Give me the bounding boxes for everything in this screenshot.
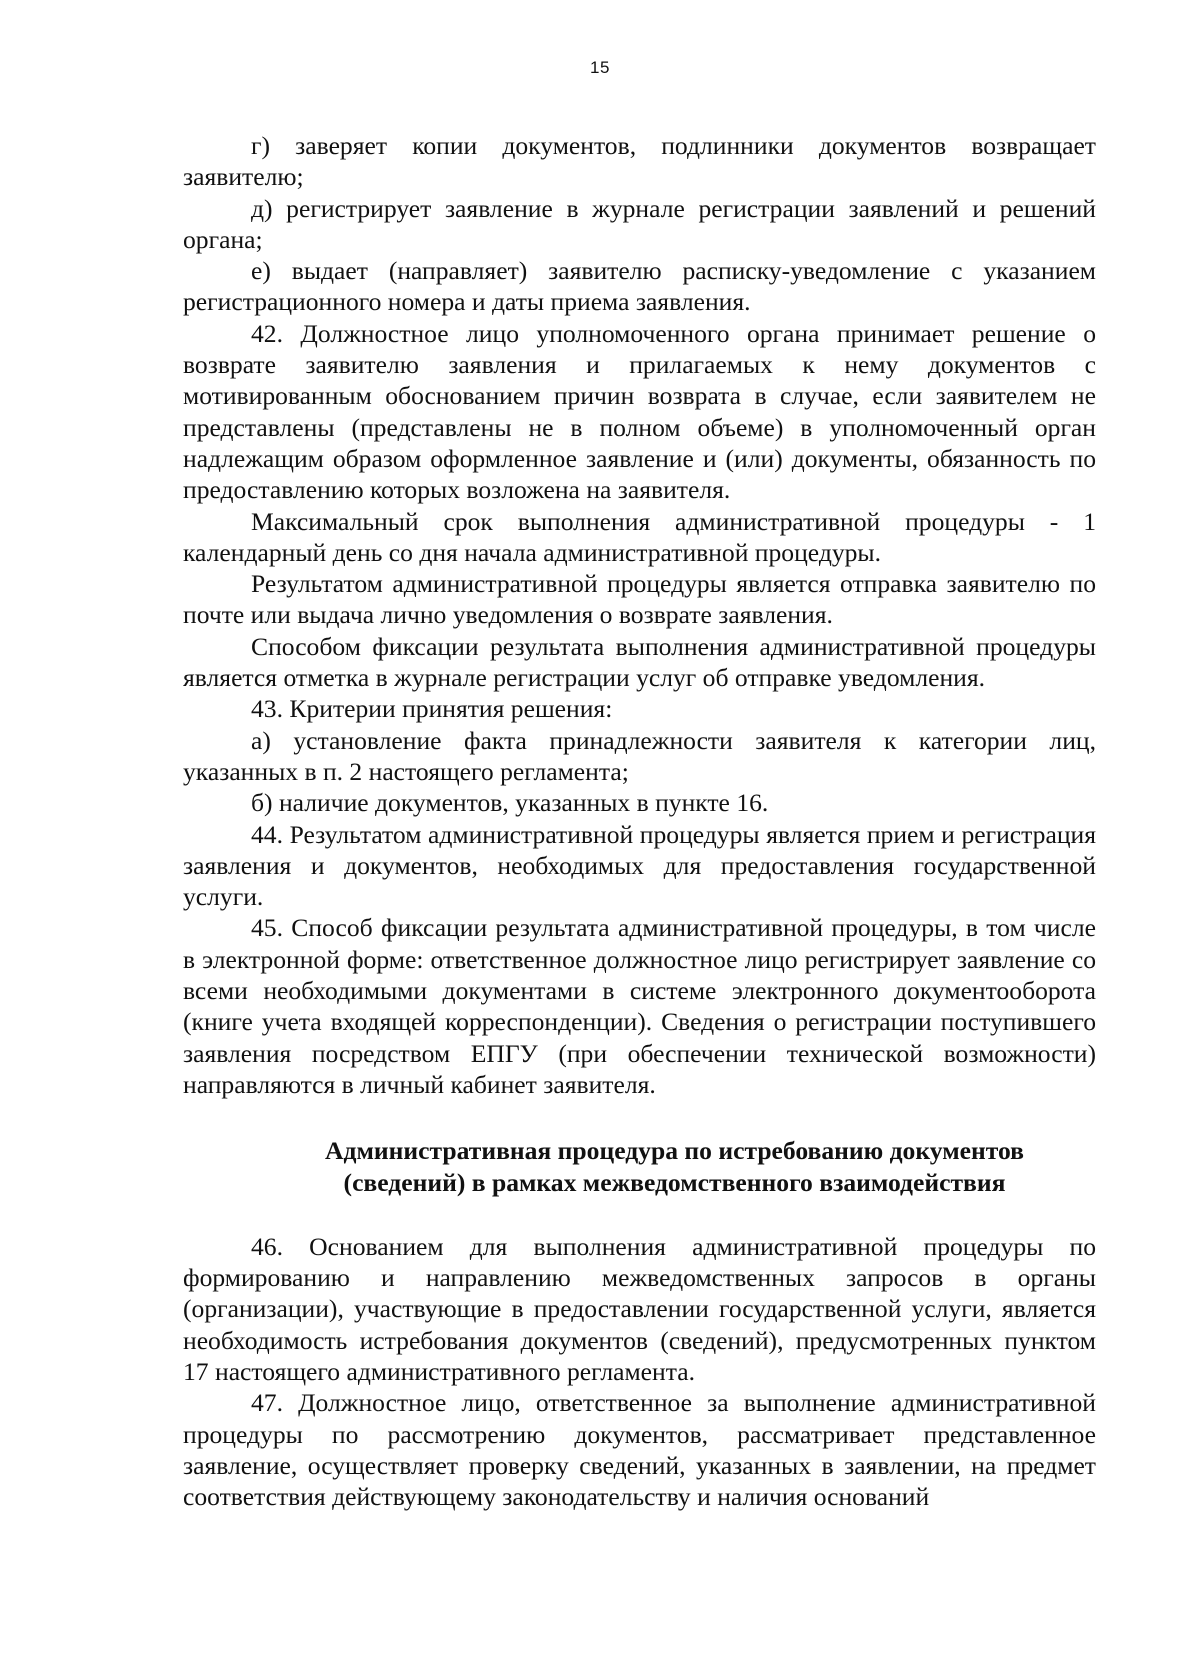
paragraph-45: 45. Способ фиксации результата административной процедуры, в том числе в электронной форме: ответственное должностное лицо регистрирует заявление со всеми необходимыми документами в системе электронного документооборота (книге учета входящей корреспонденции). Сведения о регистрации поступившего заявления посредством ЕПГУ (при обеспечении технической возможности) направляются в личный кабинет заявителя. <box>183 913 1096 1099</box>
paragraph-result: Результатом административной процедуры является отправка заявителю по почте или выдача лично уведомления о возврате заявления. <box>183 569 1096 630</box>
paragraph-43-a: а) установление факта принадлежности заявителя к категории лиц, указанных в п. 2 настоящего регламента; <box>183 725 1096 786</box>
paragraph-fixation-method: Способом фиксации результата выполнения административной процедуры является отметка в журнале регистрации услуг об отправке уведомления. <box>183 631 1096 693</box>
paragraph-43-b: б) наличие документов, указанных в пункте 16. <box>251 788 769 818</box>
paragraph-item-g: г) заверяет копии документов, подлинники документов возвращает заявителю; <box>183 131 1096 192</box>
paragraph-43: 43. Критерии принятия решения: <box>251 694 613 724</box>
paragraph-42: 42. Должностное лицо уполномоченного органа принимает решение о возврате заявителю заявления и прилагаемых к нему документов с мотивированным обоснованием причин возврата в случае, если заявителем не представлены (представлены не в полном объеме) в уполномоченный орган надлежащим образом оформленное заявление и (или) документы, обязанность по предоставлению которых возложена на заявителя. <box>183 318 1096 505</box>
section-heading: Административная процедура по истребованию документов (сведений) в рамках межведомственного взаимодействия <box>325 1136 1024 1197</box>
paragraph-44: 44. Результатом административной процедуры является прием и регистрация заявления и документов, необходимых для предоставления государственной услуги. <box>183 819 1096 912</box>
paragraph-item-d: д) регистрирует заявление в журнале регистрации заявлений и решений органа; <box>183 193 1096 254</box>
paragraph-item-e: е) выдает (направляет) заявителю расписку-уведомление с указанием регистрационного номера и даты приема заявления. <box>183 256 1096 317</box>
page-number: 15 <box>590 58 610 77</box>
paragraph-46: 46. Основанием для выполнения административной процедуры по формированию и направлению межведомственных запросов в органы (организации), участвующие в предоставлении государственной услуги, является необходимость истребования документов (сведений), предусмотренных пунктом 17 настоящего административного регламента. <box>183 1231 1096 1386</box>
paragraph-47: 47. Должностное лицо, ответственное за выполнение административной процедуры по рассмотрению документов, рассматривает представленное заявление, осуществляет проверку сведений, указанных в заявлении, на предмет соответствия действующему законодательству и наличия оснований <box>183 1388 1096 1512</box>
paragraph-max-term: Максимальный срок выполнения административной процедуры - 1 календарный день со дня начала административной процедуры. <box>183 506 1096 567</box>
document-body <box>183 130 1096 1512</box>
